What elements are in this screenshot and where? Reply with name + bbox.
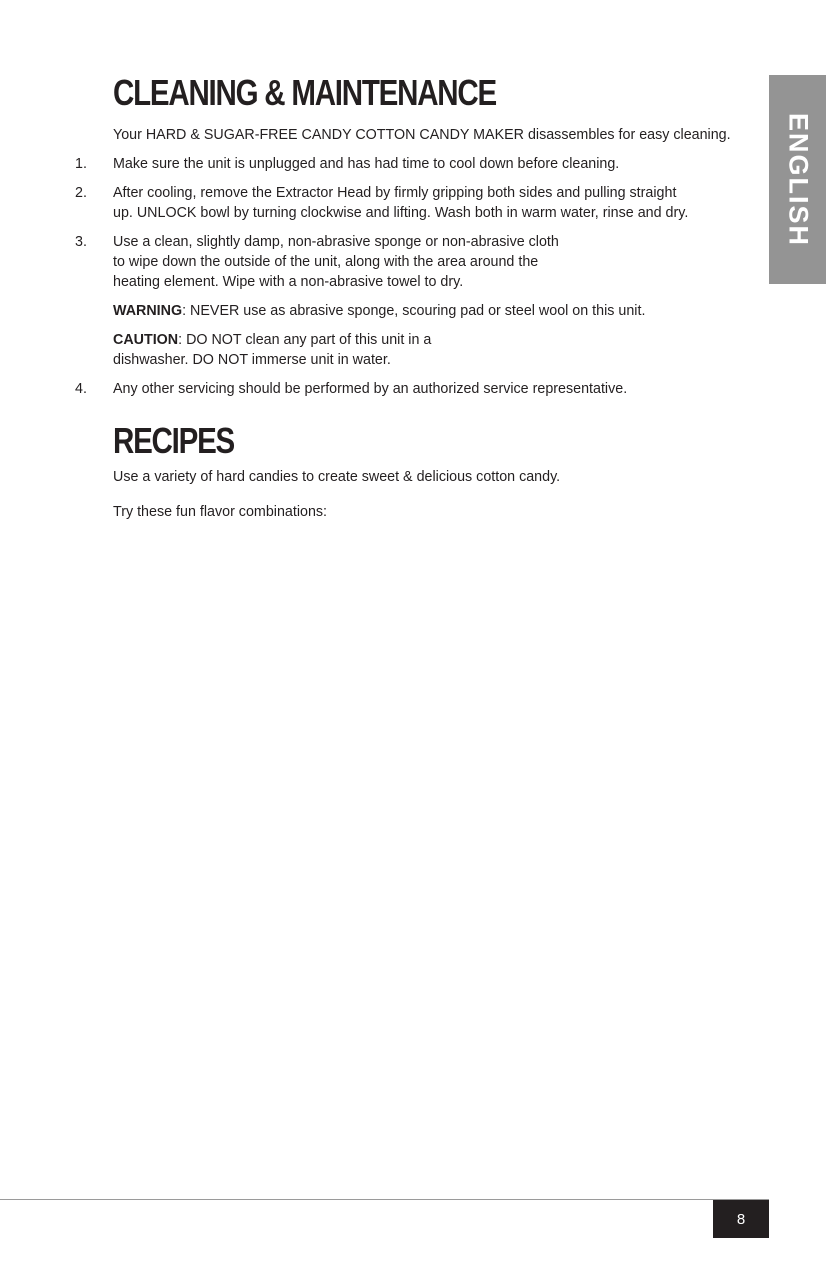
page-number-badge (713, 1200, 769, 1238)
step-4-number: 4. (75, 381, 87, 397)
language-tab-label: ENGLISH (783, 112, 813, 247)
caution-text-line-1: : DO NOT clean any part of this unit in a (178, 332, 432, 348)
caution-text-line-2: dishwasher. DO NOT immerse unit in water. (113, 352, 391, 368)
step-2-text-line-1: After cooling, remove the Extractor Head by firmly gripping both sides and pulling straight (113, 185, 677, 201)
step-1-text: Make sure the unit is unplugged and has had time to cool down before cleaning. (113, 156, 620, 172)
step-3-text-line-3: heating element. Wipe with a non-abrasive towel to dry. (113, 274, 464, 290)
page-number: 8 (736, 1210, 746, 1228)
step-1-number: 1. (75, 156, 87, 172)
warning-label: WARNING (113, 303, 183, 319)
cleaning-intro: Your HARD & SUGAR-FREE CANDY COTTON CANDY MAKER disassembles for easy cleaning. (113, 127, 731, 143)
warning-text: : NEVER use as abrasive sponge, scouring pad or steel wool on this unit. (182, 303, 646, 319)
footer-divider (0, 1199, 769, 1200)
recipes-intro: Use a variety of hard candies to create sweet & delicious cotton candy. (113, 469, 561, 485)
caution-note-line-1 (113, 330, 431, 350)
caution-label: CAUTION (113, 332, 179, 348)
step-4-text: Any other servicing should be performed by an authorized service representative. (113, 381, 628, 397)
step-3-number: 3. (75, 234, 87, 250)
step-2-number: 2. (75, 185, 87, 201)
cleaning-heading: CLEANING & MAINTENANCE (113, 72, 496, 113)
warning-note (113, 301, 645, 321)
step-3-text-line-1: Use a clean, slightly damp, non-abrasive sponge or non-abrasive cloth (113, 234, 559, 250)
step-2-text-line-2: up. UNLOCK bowl by turning clockwise and lifting. Wash both in warm water, rinse and dry. (113, 205, 689, 221)
recipes-prompt: Try these fun flavor combinations: (113, 504, 328, 520)
step-3-text-line-2: to wipe down the outside of the unit, along with the area around the (113, 254, 539, 270)
recipes-heading: RECIPES (113, 420, 234, 461)
language-tab (769, 75, 826, 284)
